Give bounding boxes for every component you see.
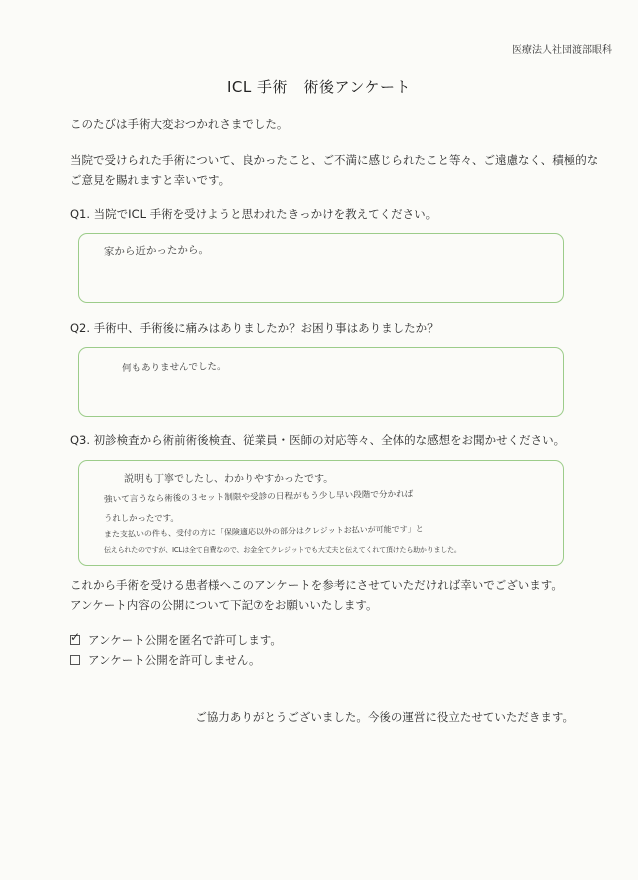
consent-option-anonymous[interactable] <box>70 632 282 648</box>
consent-option-decline-label: アンケート公開を許可しません。 <box>88 653 261 667</box>
question-2-label: Q2. 手術中、手術後に痛みはありましたか？お困り事はありましたか？ <box>70 321 439 335</box>
checkbox-unchecked-icon[interactable] <box>70 655 80 665</box>
checkbox-checked-icon[interactable] <box>70 630 81 645</box>
answer-3-handwriting-line2: 強いて言うなら術後の３セット制限や受診の日程がもう少し早い段階で分かれば <box>103 489 414 505</box>
footer-thanks: ご協力ありがとうございました。今後の運営に役立たせていただきます。 <box>195 710 574 724</box>
answer-1-handwriting: 家から近かったから。 <box>103 244 210 258</box>
answer-3-handwriting-line4: また支払いの件も、受付の方に「保険適応以外の部分はクレジットお払いが可能です」と <box>103 524 424 539</box>
closing-text-line2: アンケート内容の公開について下記⑦をお願いいたします。 <box>70 598 378 612</box>
answer-3-handwriting-line3: うれしかったです。 <box>104 513 179 523</box>
check-mark-icon: ✓ <box>70 630 81 644</box>
consent-option-decline[interactable] <box>70 652 261 668</box>
question-1-label: Q1. 当院でICL 手術を受けようと思われたきっかけを教えてください。 <box>70 207 438 221</box>
closing-text-line1: これから手術を受ける患者様へこのアンケートを参考にさせていただければ幸いでございます。 <box>70 578 563 592</box>
answer-3-handwriting-line5: 伝えられたのですが、ICLは全て自費なので、お金全てクレジットでも大丈夫と伝えてくれて頂けたら助かりました。 <box>104 546 461 554</box>
question-3-label: Q3. 初診検査から術前術後検査、従業員・医師の対応等々、全体的な感想をお聞かせください。 <box>70 433 566 447</box>
answer-2-handwriting: 何もありませんでした。 <box>121 361 227 374</box>
answer-3-handwriting-line1: 説明も丁寧でしたし、わかりやすかったです。 <box>124 474 334 485</box>
page-title: ICL 手術 術後アンケート <box>226 78 412 96</box>
request-text-line2: ご意見を賜れますと幸いです。 <box>70 173 231 187</box>
greeting-text: このたびは手術大変おつかれさまでした。 <box>70 117 289 131</box>
organization-name: 医療法人社団渡部眼科 <box>512 45 612 56</box>
request-text-line1: 当院で受けられた手術について、良かったこと、ご不満に感じられたこと等々、ご遠慮なく、積極的な <box>70 153 599 167</box>
answer-box-2 <box>78 347 564 417</box>
consent-option-anonymous-label: アンケート公開を匿名で許可します。 <box>88 633 282 647</box>
